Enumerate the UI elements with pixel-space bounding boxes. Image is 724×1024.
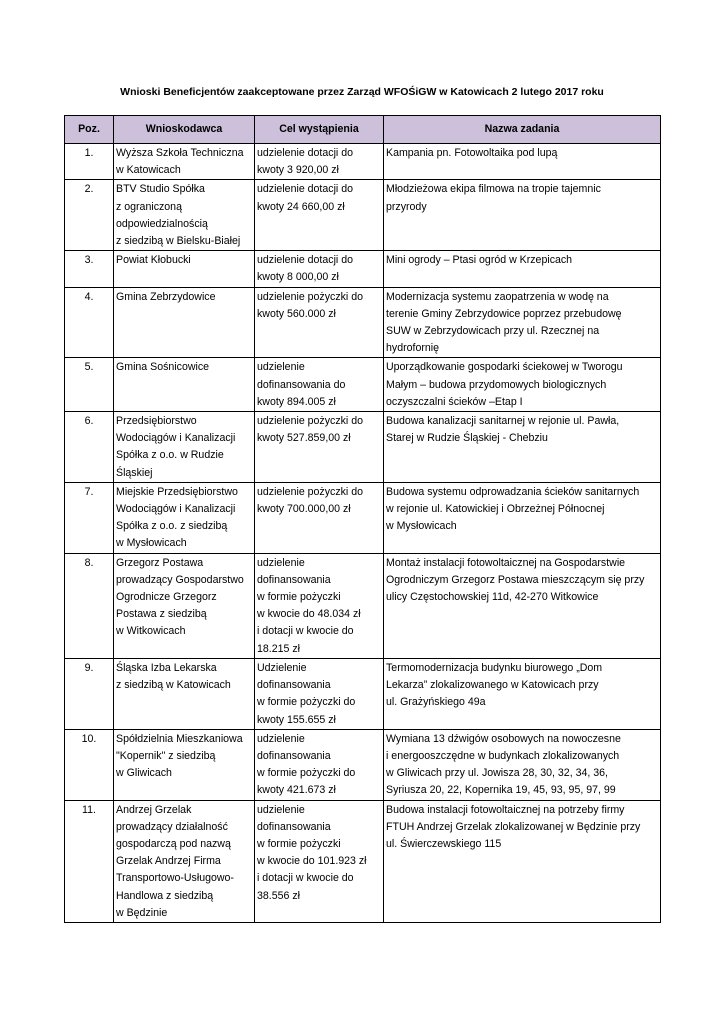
header-poz: Poz. bbox=[65, 116, 114, 144]
cell-applicant bbox=[114, 412, 255, 483]
applicant-line: odpowiedzialnością bbox=[116, 217, 208, 230]
table-row bbox=[65, 180, 661, 251]
applicant-line: Grzegorz Postawa bbox=[116, 556, 204, 569]
applicant-line: gospodarczą pod nazwą bbox=[116, 837, 231, 850]
task-name-line: i energooszczędne w budynkach zlokalizowanych bbox=[386, 749, 620, 762]
applicant-line: Spółka z o.o. w Rudzie bbox=[116, 449, 224, 462]
cell-applicant bbox=[114, 251, 255, 287]
purpose-line: w formie pożyczki bbox=[257, 591, 341, 604]
header-nazwa-zadania: Nazwa zadania bbox=[384, 116, 661, 144]
cell-task-name bbox=[384, 287, 661, 358]
applicant-line: Transportowo-Usługowo- bbox=[116, 872, 234, 885]
purpose-line: udzielenie bbox=[257, 361, 305, 374]
applicant-line: Przedsiębiorstwo bbox=[116, 415, 197, 428]
applicant-line: w Witkowicach bbox=[116, 625, 186, 638]
purpose-line: kwoty 700.000,00 zł bbox=[257, 503, 351, 516]
cell-poz: 2. bbox=[65, 180, 114, 251]
cell-purpose bbox=[255, 482, 384, 553]
cell-task-name bbox=[384, 251, 661, 287]
applicant-line: Postawa z siedzibą bbox=[116, 608, 207, 621]
cell-poz: 8. bbox=[65, 553, 114, 658]
cell-purpose bbox=[255, 144, 384, 180]
purpose-line: i dotacji w kwocie do bbox=[257, 872, 354, 885]
cell-applicant bbox=[114, 553, 255, 658]
task-name-line: Ogrodniczym Grzegorz Postawa mieszczącym się przy bbox=[386, 573, 645, 586]
cell-applicant bbox=[114, 287, 255, 358]
purpose-line: kwoty 3 920,00 zł bbox=[257, 164, 339, 177]
purpose-line: w kwocie do 48.034 zł bbox=[257, 608, 361, 621]
applicant-line: Handlowa z siedzibą bbox=[116, 889, 214, 902]
applicant-line: w Mysłowicach bbox=[116, 537, 187, 550]
table-row bbox=[65, 553, 661, 658]
applicant-line: Grzelak Andrzej Firma bbox=[116, 855, 221, 868]
purpose-line: udzielenie bbox=[257, 803, 305, 816]
table-row bbox=[65, 358, 661, 412]
task-name-line: ulicy Częstochowskiej 11d, 42-270 Witkowice bbox=[386, 591, 599, 604]
purpose-line: kwoty 421.673 zł bbox=[257, 784, 336, 797]
applicant-line: Spółka z o.o. z siedzibą bbox=[116, 520, 228, 533]
applicant-line: w Gliwicach bbox=[116, 767, 172, 780]
cell-poz: 6. bbox=[65, 412, 114, 483]
task-name-line: Budowa systemu odprowadzania ścieków sanitarnych bbox=[386, 485, 640, 498]
applicant-line: w Katowicach bbox=[116, 164, 181, 177]
cell-purpose bbox=[255, 251, 384, 287]
purpose-line: kwoty 894.005 zł bbox=[257, 395, 336, 408]
cell-applicant bbox=[114, 358, 255, 412]
applicant-line: z siedzibą w Katowicach bbox=[116, 679, 231, 692]
applicant-line: prowadzący Gospodarstwo bbox=[116, 573, 244, 586]
cell-applicant bbox=[114, 800, 255, 922]
applicant-line: Wodociągów i Kanalizacji bbox=[116, 503, 236, 516]
purpose-line: dofinansowania bbox=[257, 679, 331, 692]
purpose-line: udzielenie dotacji do bbox=[257, 254, 354, 267]
cell-poz: 1. bbox=[65, 144, 114, 180]
cell-task-name bbox=[384, 180, 661, 251]
cell-task-name bbox=[384, 658, 661, 729]
header-cel: Cel wystąpienia bbox=[255, 116, 384, 144]
cell-poz: 5. bbox=[65, 358, 114, 412]
cell-applicant bbox=[114, 144, 255, 180]
table-row bbox=[65, 658, 661, 729]
purpose-line: i dotacji w kwocie do bbox=[257, 625, 354, 638]
applicant-line: Wodociągów i Kanalizacji bbox=[116, 432, 236, 445]
table-row bbox=[65, 251, 661, 287]
cell-poz: 7. bbox=[65, 482, 114, 553]
table-row bbox=[65, 729, 661, 800]
applicant-line: "Kopernik" z siedzibą bbox=[116, 749, 216, 762]
task-name-line: przyrody bbox=[386, 200, 427, 213]
task-name-line: w Mysłowicach bbox=[386, 520, 457, 533]
cell-purpose bbox=[255, 800, 384, 922]
cell-poz: 10. bbox=[65, 729, 114, 800]
applicant-line: Miejskie Przedsiębiorstwo bbox=[116, 485, 238, 498]
task-name-line: Termomodernizacja budynku biurowego „Dom bbox=[386, 661, 603, 674]
purpose-line: 18.215 zł bbox=[257, 642, 300, 655]
applicant-line: prowadzący działalność bbox=[116, 820, 228, 833]
cell-applicant bbox=[114, 729, 255, 800]
purpose-line: kwoty 560.000 zł bbox=[257, 307, 336, 320]
cell-poz: 4. bbox=[65, 287, 114, 358]
purpose-line: 38.556 zł bbox=[257, 889, 300, 902]
task-name-line: ul. Grażyńskiego 49a bbox=[386, 696, 486, 709]
cell-task-name bbox=[384, 358, 661, 412]
purpose-line: dofinansowania bbox=[257, 749, 331, 762]
purpose-line: dofinansowania bbox=[257, 820, 331, 833]
task-name-line: Wymiana 13 dźwigów osobowych na nowoczesne bbox=[386, 732, 621, 745]
table-row bbox=[65, 482, 661, 553]
cell-task-name bbox=[384, 482, 661, 553]
applicant-line: Gmina Zebrzydowice bbox=[116, 290, 216, 303]
purpose-line: w formie pożyczki do bbox=[257, 696, 356, 709]
purpose-line: w formie pożyczki do bbox=[257, 767, 356, 780]
purpose-line: udzielenie bbox=[257, 732, 305, 745]
task-name-line: w rejonie ul. Katowickiej i Obrzeżnej Północnej bbox=[386, 503, 605, 516]
applicant-line: Ogrodnicze Grzegorz bbox=[116, 591, 217, 604]
purpose-line: kwoty 24 660,00 zł bbox=[257, 200, 345, 213]
applicant-line: z siedzibą w Bielsku-Białej bbox=[116, 235, 241, 248]
applicant-line: Śląska Izba Lekarska bbox=[116, 661, 217, 674]
table-header-row bbox=[65, 116, 661, 144]
purpose-line: kwoty 155.655 zł bbox=[257, 713, 336, 726]
task-name-line: SUW w Zebrzydowicach przy ul. Rzecznej na bbox=[386, 325, 600, 338]
cell-purpose bbox=[255, 180, 384, 251]
task-name-line: Małym – budowa przydomowych biologicznych bbox=[386, 378, 607, 391]
cell-task-name bbox=[384, 144, 661, 180]
cell-poz: 11. bbox=[65, 800, 114, 922]
table-row bbox=[65, 144, 661, 180]
task-name-line: Starej w Rudzie Śląskiej - Chebziu bbox=[386, 432, 548, 445]
purpose-line: udzielenie dotacji do bbox=[257, 147, 354, 159]
task-name-line: FTUH Andrzej Grzelak zlokalizowanej w Będzinie przy bbox=[386, 820, 641, 833]
task-name-line: Modernizacja systemu zaopatrzenia w wodę na bbox=[386, 290, 609, 303]
task-name-line: ul. Świerczewskiego 115 bbox=[386, 837, 502, 850]
task-name-line: Budowa kanalizacji sanitarnej w rejonie ul. Pawła, bbox=[386, 415, 620, 428]
cell-poz: 9. bbox=[65, 658, 114, 729]
applicant-line: z ograniczoną bbox=[116, 200, 182, 213]
cell-task-name bbox=[384, 729, 661, 800]
task-name-line: Kampania pn. Fotowoltaika pod lupą bbox=[386, 147, 558, 159]
task-name-line: Lekarza” zlokalizowanego w Katowicach przy bbox=[386, 679, 599, 692]
task-name-line: Mini ogrody – Ptasi ogród w Krzepicach bbox=[386, 254, 573, 267]
purpose-line: w kwocie do 101.923 zł bbox=[257, 855, 367, 868]
applicant-line: Spółdzielnia Mieszkaniowa bbox=[116, 732, 243, 745]
task-name-line: terenie Gminy Zebrzydowice poprzez przebudowę bbox=[386, 307, 622, 320]
applicant-line: Gmina Sośnicowice bbox=[116, 361, 210, 374]
applicant-line: Powiat Kłobucki bbox=[116, 254, 191, 267]
task-name-line: Młodzieżowa ekipa filmowa na tropie tajemnic bbox=[386, 183, 601, 196]
task-name-line: w Gliwicach przy ul. Jowisza 28, 30, 32, 34, 36, bbox=[386, 767, 608, 780]
purpose-line: udzielenie dotacji do bbox=[257, 183, 354, 196]
cell-purpose bbox=[255, 729, 384, 800]
document-title: Wnioski Beneficjentów zaakceptowane przez Zarząd WFOŚiGW w Katowicach 2 lutego 2017 roku bbox=[120, 86, 604, 98]
applicant-line: Wyższa Szkoła Techniczna bbox=[116, 147, 244, 159]
purpose-line: udzielenie pożyczki do bbox=[257, 485, 363, 498]
applicant-line: Andrzej Grzelak bbox=[116, 803, 192, 816]
cell-task-name bbox=[384, 800, 661, 922]
purpose-line: udzielenie pożyczki do bbox=[257, 290, 363, 303]
task-name-line: Syriusza 20, 22, Kopernika 19, 45, 93, 95, 97, 99 bbox=[386, 784, 616, 797]
cell-applicant bbox=[114, 658, 255, 729]
cell-purpose bbox=[255, 358, 384, 412]
applicant-line: Śląskiej bbox=[116, 466, 153, 479]
task-name-line: Montaż instalacji fotowoltaicznej na Gospodarstwie bbox=[386, 556, 626, 569]
cell-purpose bbox=[255, 412, 384, 483]
purpose-line: udzielenie bbox=[257, 556, 305, 569]
purpose-line: udzielenie pożyczki do bbox=[257, 415, 363, 428]
cell-task-name bbox=[384, 553, 661, 658]
task-name-line: oczyszczalni ścieków –Etap I bbox=[386, 395, 523, 408]
cell-applicant bbox=[114, 180, 255, 251]
header-wnioskodawca: Wnioskodawca bbox=[114, 116, 255, 144]
cell-purpose bbox=[255, 287, 384, 358]
purpose-line: kwoty 527.859,00 zł bbox=[257, 432, 351, 445]
cell-purpose bbox=[255, 553, 384, 658]
purpose-line: dofinansowania do bbox=[257, 378, 346, 391]
applicant-line: BTV Studio Spółka bbox=[116, 183, 205, 196]
table-row bbox=[65, 800, 661, 922]
cell-applicant bbox=[114, 482, 255, 553]
table-row bbox=[65, 412, 661, 483]
task-name-line: hydrofornię bbox=[386, 342, 439, 355]
cell-poz: 3. bbox=[65, 251, 114, 287]
purpose-line: dofinansowania bbox=[257, 573, 331, 586]
cell-task-name bbox=[384, 412, 661, 483]
task-name-line: Budowa instalacji fotowoltaicznej na potrzeby firmy bbox=[386, 803, 625, 816]
applicant-line: w Będzinie bbox=[116, 906, 168, 919]
cell-purpose bbox=[255, 658, 384, 729]
purpose-line: w formie pożyczki bbox=[257, 837, 341, 850]
task-name-line: Uporządkowanie gospodarki ściekowej w Tworogu bbox=[386, 361, 623, 374]
beneficiaries-table bbox=[64, 115, 661, 923]
table-row bbox=[65, 287, 661, 358]
purpose-line: Udzielenie bbox=[257, 661, 307, 674]
purpose-line: kwoty 8 000,00 zł bbox=[257, 271, 339, 284]
